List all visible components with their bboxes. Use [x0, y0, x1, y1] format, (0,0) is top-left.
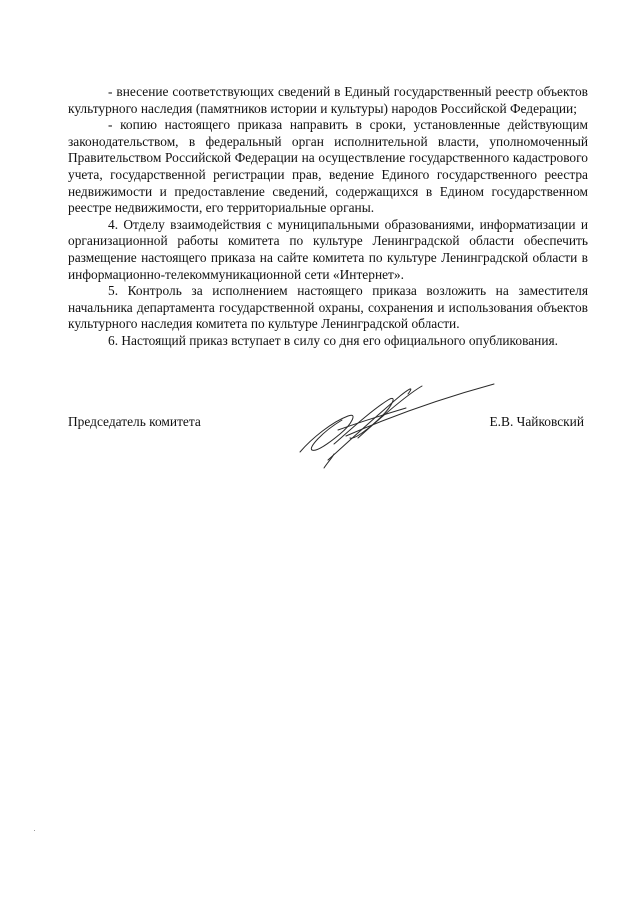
paragraph-item-6: 6. Настоящий приказ вступает в силу со дня его официального опубликования.: [108, 332, 558, 348]
paragraph-item-4: 4. Отделу взаимодействия с муниципальными образованиями, информатизации и организационной работы комитета по культуре Ленинградской области обеспечить размещение настоящего приказа на сайте комитета по культуре Ленинградской области в информационно-телекоммуникационной сети «Интернет».: [68, 216, 588, 282]
signatory-title: Председатель комитета: [68, 414, 201, 429]
document-body: [68, 84, 588, 350]
paragraph-registry-entry: - внесение соответствующих сведений в Единый государственный реестр объектов культурного наследия (памятников истории и культуры) народов Российской Федерации;: [68, 84, 588, 116]
paragraph-send-copy: - копию настоящего приказа направить в сроки, установленные действующим законодательством, в федеральный орган исполнительной власти, уполномоченный Правительством Российской Федерации на осуществление государственного кадастрового учета, государственной регистрации прав, ведение Единого государственного реестра недвижимости и предоставление сведений, содержащихся в Едином государственном реестре недвижимости, его территориальные органы.: [68, 117, 588, 216]
scan-speck: [34, 830, 35, 831]
signatory-name: Е.В. Чайковский: [489, 414, 584, 429]
paragraph-item-5: 5. Контроль за исполнением настоящего приказа возложить на заместителя начальника департамента государственной охраны, сохранения и использования объектов культурного наследия комитета по культуре Ленинградской области.: [68, 283, 588, 332]
signature-block: [68, 414, 584, 432]
